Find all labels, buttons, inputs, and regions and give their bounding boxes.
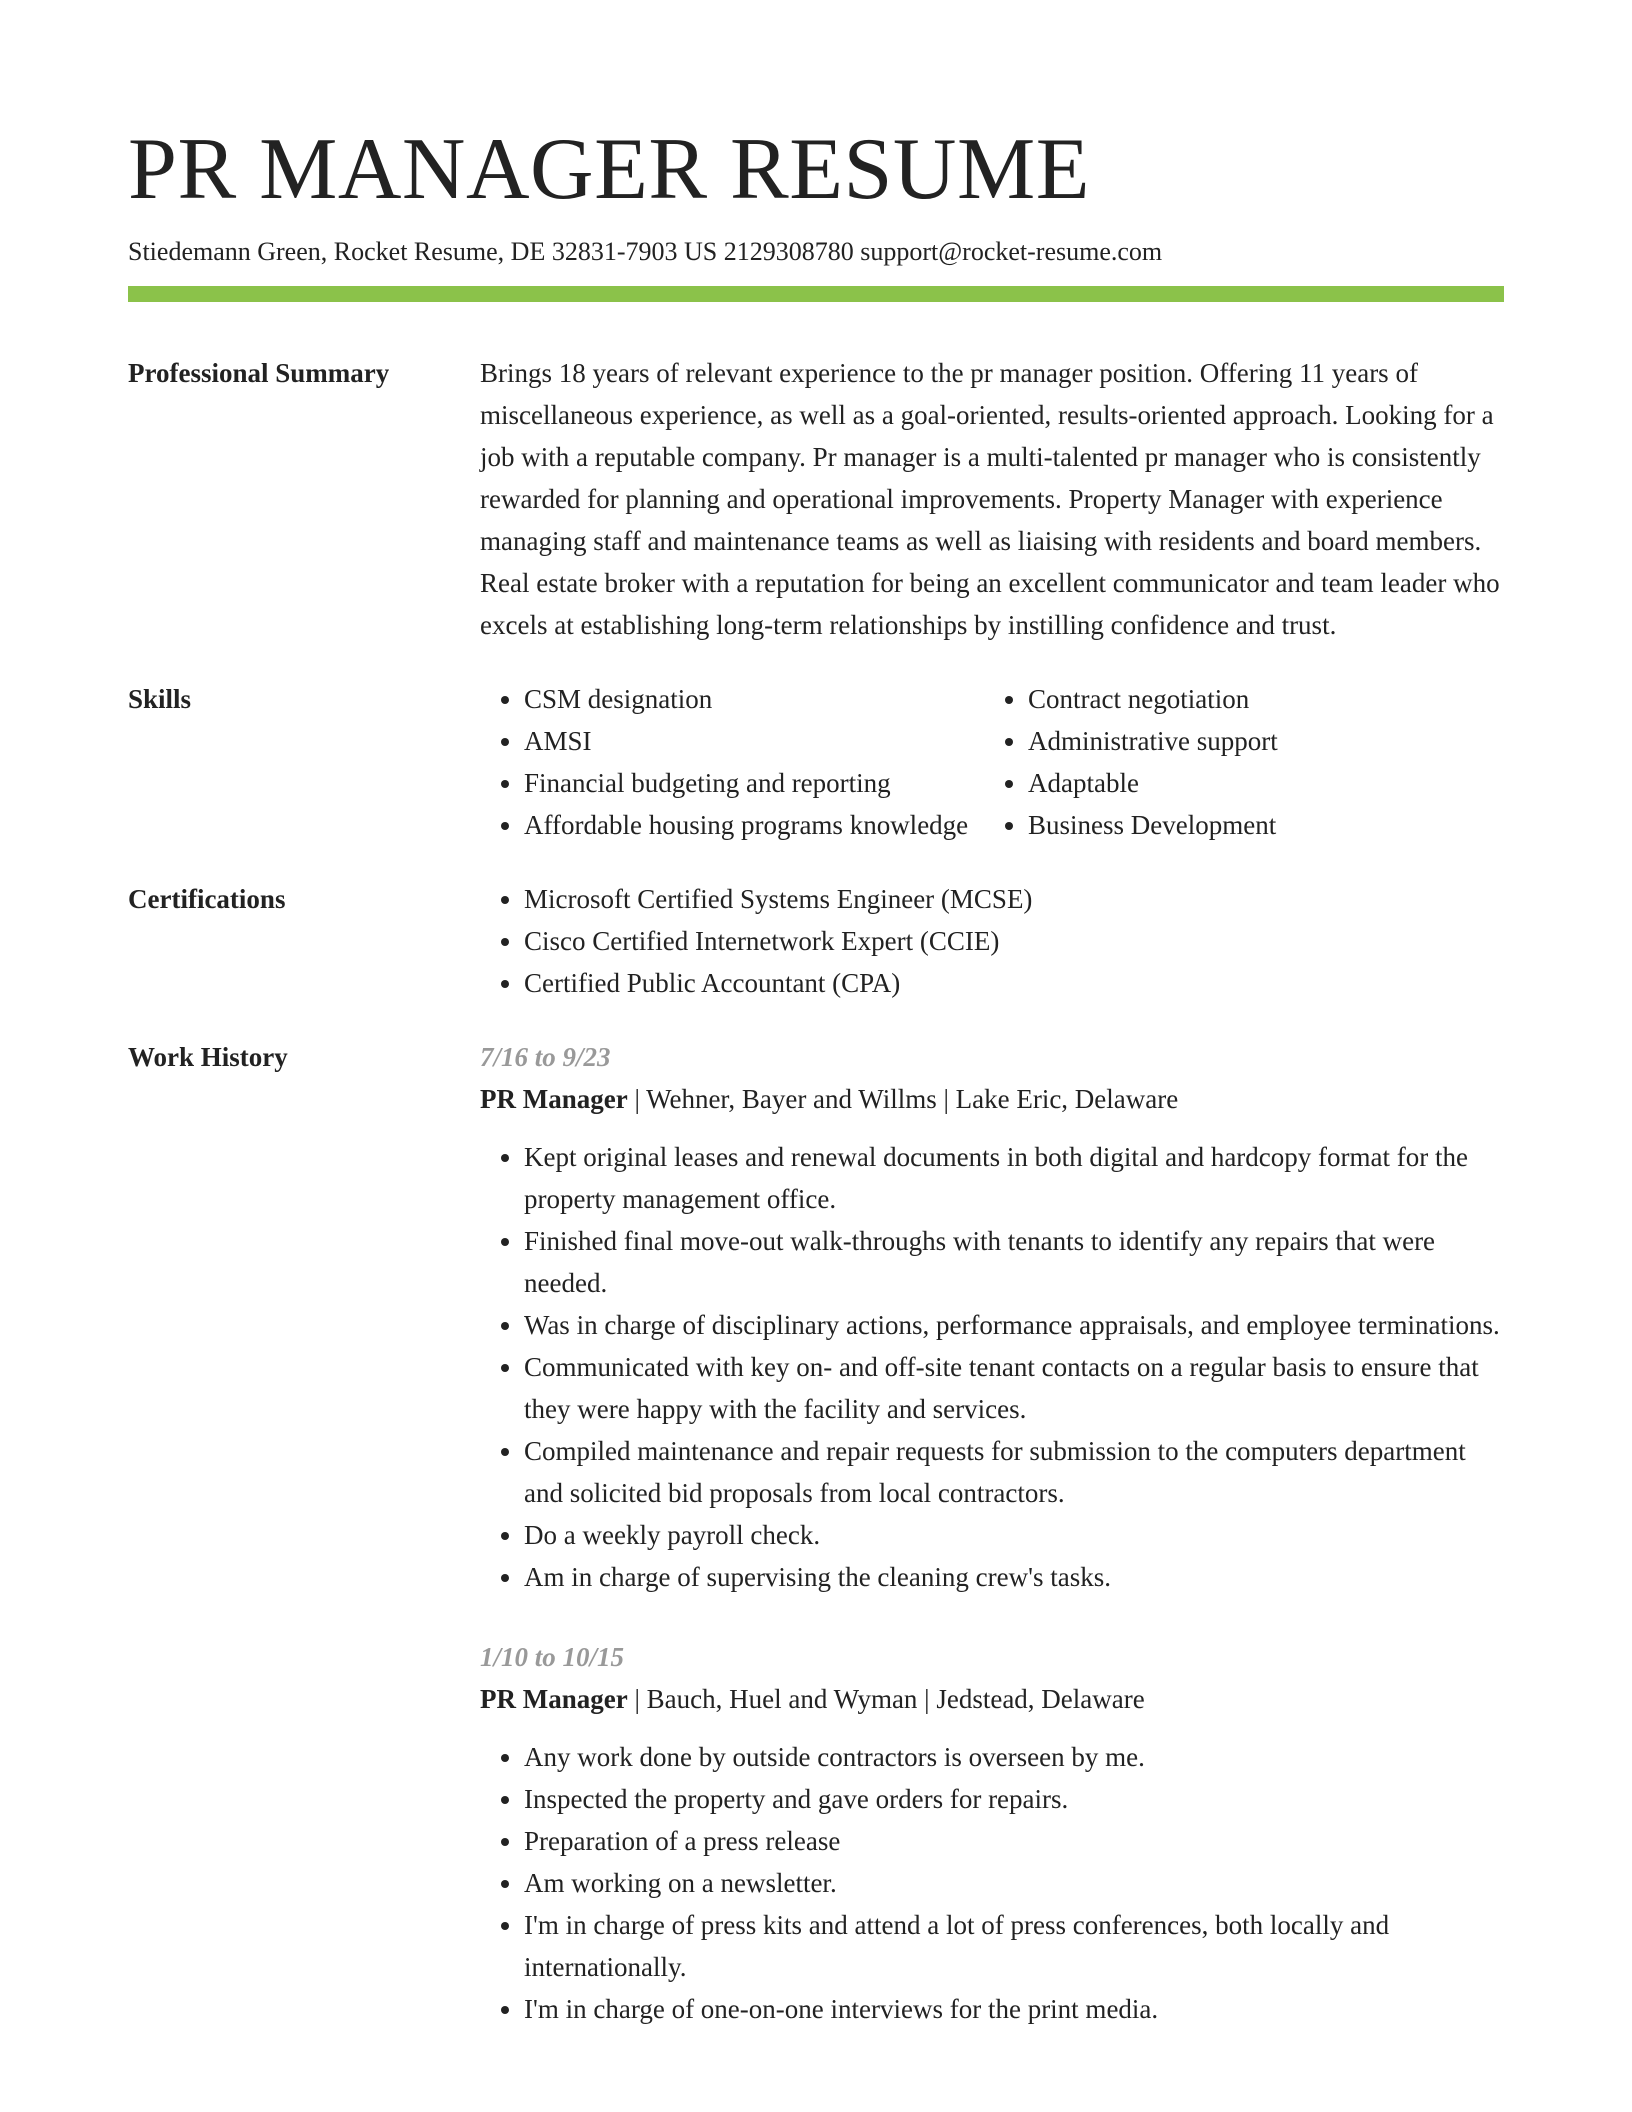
skill-item: • Adaptable xyxy=(1028,762,1488,804)
certifications-section xyxy=(128,878,1504,1004)
job-bullet: • Preparation of a press release xyxy=(524,1820,1504,1862)
job-dates: 7/16 to 9/23 xyxy=(480,1042,611,1072)
skill-item: • Contract negotiation xyxy=(1028,678,1488,720)
skill-item: • CSM designation xyxy=(524,678,984,720)
skill-item: • Administrative support xyxy=(1028,720,1488,762)
skill-item: • Business Development xyxy=(1028,804,1488,846)
page-title: PR MANAGER RESUME xyxy=(128,121,1090,218)
job-bullet: • Inspected the property and gave orders for repairs. xyxy=(524,1778,1504,1820)
resume-page xyxy=(128,118,1504,2068)
job-dates: 1/10 to 10/15 xyxy=(480,1642,625,1672)
certification-item: • Cisco Certified Internetwork Expert (CCIE) xyxy=(524,920,1504,962)
job-entry xyxy=(480,1636,1504,2030)
work-history-list xyxy=(480,1036,1504,2068)
work-history-section xyxy=(128,1036,1504,2068)
job-bullet: • Finished final move-out walk-throughs with tenants to identify any repairs that were needed. xyxy=(524,1220,1504,1304)
certification-item: • Microsoft Certified Systems Engineer (MCSE) xyxy=(524,878,1504,920)
skills-list xyxy=(480,678,1504,846)
job-bullet: • I'm in charge of press kits and attend a lot of press conferences, both locally and internationally. xyxy=(524,1904,1504,1988)
summary-section xyxy=(128,352,1504,646)
job-company-location: | Bauch, Huel and Wyman | Jedstead, Delaware xyxy=(627,1684,1145,1714)
job-bullet: • Am working on a newsletter. xyxy=(524,1862,1504,1904)
job-bullet: • Communicated with key on- and off-site tenant contacts on a regular basis to ensure that they were happy with the facility and services. xyxy=(524,1346,1504,1430)
work-history-heading: Work History xyxy=(128,1042,288,1072)
skills-column-1 xyxy=(480,678,984,846)
job-title: PR Manager xyxy=(480,1084,628,1114)
skills-column-2 xyxy=(984,678,1488,846)
summary-heading: Professional Summary xyxy=(128,358,390,388)
certifications-list xyxy=(480,878,1504,1004)
job-header xyxy=(480,1078,1504,1120)
job-bullet: • Compiled maintenance and repair requests for submission to the computers department and solicited bid proposals from local contractors. xyxy=(524,1430,1504,1514)
job-bullet: • Do a weekly payroll check. xyxy=(524,1514,1504,1556)
job-bullet: • Any work done by outside contractors is overseen by me. xyxy=(524,1736,1504,1778)
skills-section xyxy=(128,678,1504,846)
certifications-heading: Certifications xyxy=(128,884,286,914)
job-bullets xyxy=(480,1136,1504,1598)
skill-item: • Affordable housing programs knowledge xyxy=(524,804,984,846)
job-bullet: • Was in charge of disciplinary actions, performance appraisals, and employee terminations. xyxy=(524,1304,1504,1346)
job-header xyxy=(480,1678,1504,1720)
job-bullet: • I'm in charge of one-on-one interviews for the print media. xyxy=(524,1988,1504,2030)
summary-text: Brings 18 years of relevant experience to the pr manager position. Offering 11 years of miscellaneous experience, as well as a goal-oriented, results-oriented approach. Looking for a job with a reputable company. Pr manager is a multi-talented pr manager who is consistently rewarded for planning and operational improvements. Property Manager with experience managing staff and maintenance teams as well as liaising with residents and board members. Real estate broker with a reputation for being an excellent communicator and team leader who excels at establishing long-term relationships by instilling confidence and trust. xyxy=(480,358,1500,640)
certification-item: • Certified Public Accountant (CPA) xyxy=(524,962,1504,1004)
skill-item: • Financial budgeting and reporting xyxy=(524,762,984,804)
job-entry xyxy=(480,1036,1504,1598)
job-title: PR Manager xyxy=(480,1684,628,1714)
job-bullet: • Am in charge of supervising the cleaning crew's tasks. xyxy=(524,1556,1504,1598)
contact-line: Stiedemann Green, Rocket Resume, DE 32831-7903 US 2129308780 support@rocket-resume.com xyxy=(128,237,1163,266)
skills-heading: Skills xyxy=(128,684,192,714)
job-company-location: | Wehner, Bayer and Willms | Lake Eric, Delaware xyxy=(627,1084,1179,1114)
accent-divider xyxy=(128,286,1504,302)
job-bullets xyxy=(480,1736,1504,2030)
skill-item: • AMSI xyxy=(524,720,984,762)
job-bullet: • Kept original leases and renewal documents in both digital and hardcopy format for the property management office. xyxy=(524,1136,1504,1220)
